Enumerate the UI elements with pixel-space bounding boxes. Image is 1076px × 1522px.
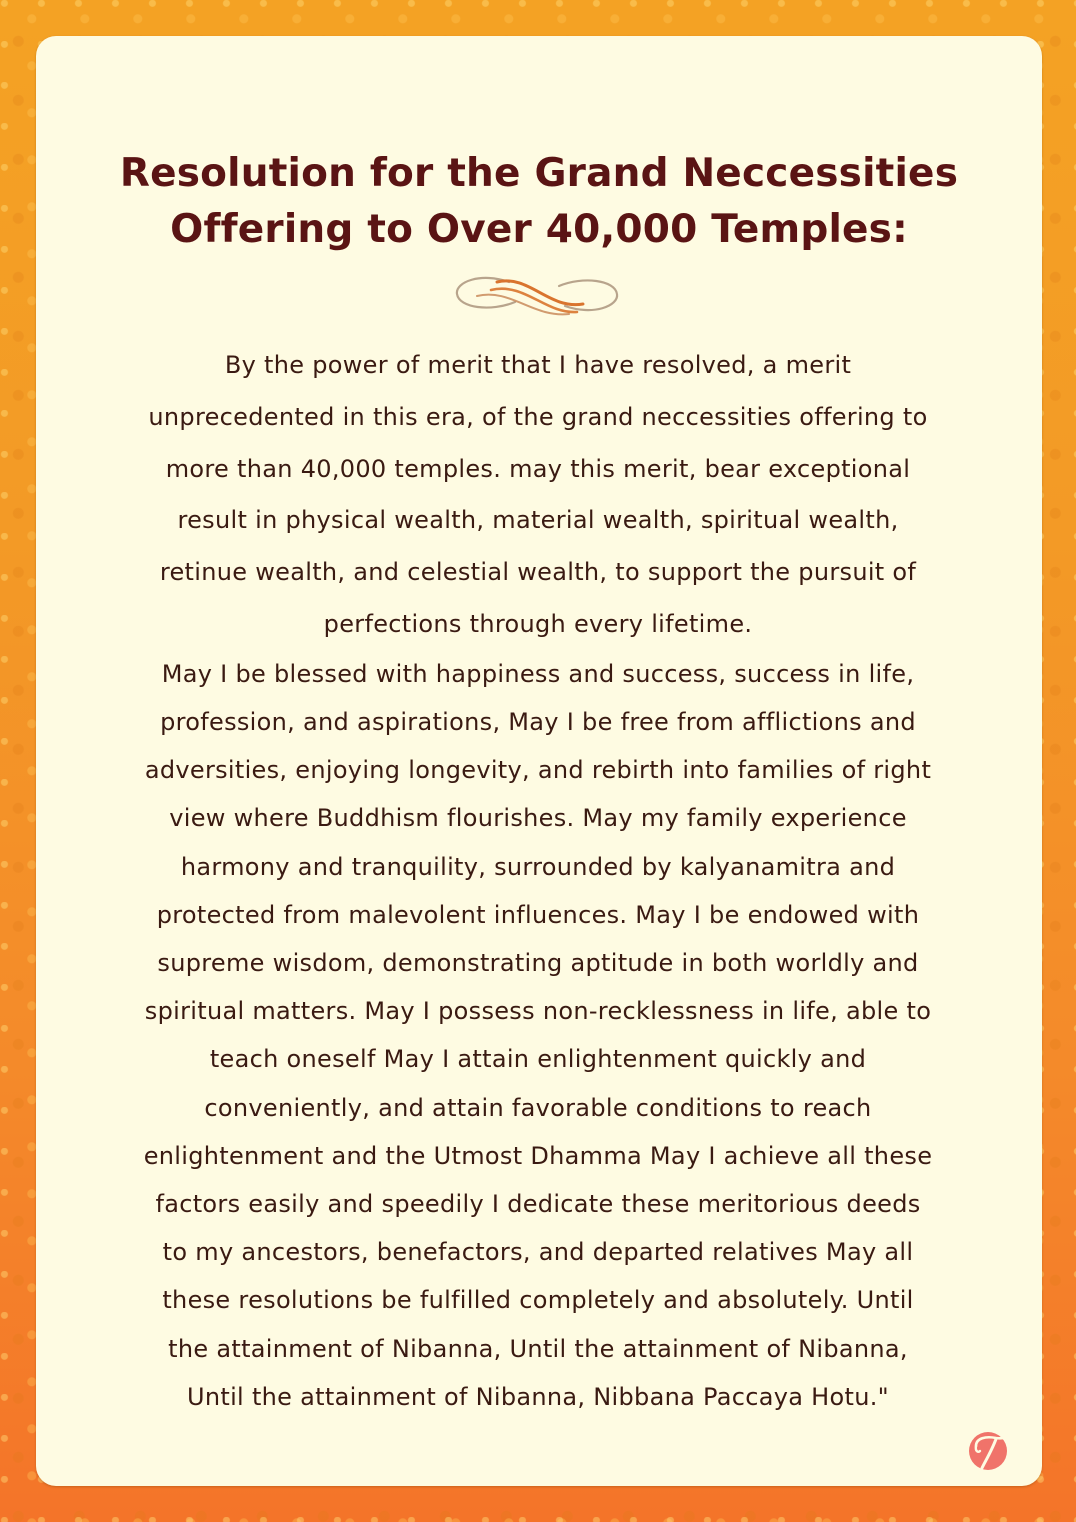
text-line: harmony and tranquility, surrounded by kalyanamitra and xyxy=(180,852,896,881)
text-line: result in physical wealth, material wealth, spiritual wealth, xyxy=(177,506,899,535)
text-line: factors easily and speedily I dedicate these meritorious deeds xyxy=(155,1190,921,1219)
text-line: protected from malevolent influences. May I be endowed with xyxy=(156,900,920,929)
text-line: enlightenment and the Utmost Dhamma May I achieve all these xyxy=(143,1141,933,1170)
text-line: conveniently, and attain favorable conditions to reach xyxy=(204,1093,872,1122)
title-line-2: Offering to Over 40,000 Temples: xyxy=(170,207,908,252)
text-line: May I be blessed with happiness and success, success in life, xyxy=(161,659,915,688)
text-line: By the power of merit that I have resolved, a merit xyxy=(224,351,852,379)
page-title xyxy=(36,146,1042,258)
text-line: these resolutions be fulfilled completely and absolutely. Until xyxy=(162,1286,914,1315)
text-line: Until the attainment of Nibanna, Nibbana Paccaya Hotu." xyxy=(187,1382,889,1411)
text-line: to my ancestors, benefactors, and departed relatives May all xyxy=(162,1238,914,1267)
text-line: spiritual matters. May I possess non-recklessness in life, able to xyxy=(144,997,932,1026)
text-line: retinue wealth, and celestial wealth, to support the pursuit of xyxy=(159,558,917,587)
text-line: adversities, enjoying longevity, and rebirth into families of right xyxy=(144,756,932,785)
text-line: teach oneself May I attain enlightenment quickly and xyxy=(209,1045,867,1074)
text-line: supreme wisdom, demonstrating aptitude in both worldly and xyxy=(157,949,919,977)
text-line: more than 40,000 temples. may this merit, bear exceptional xyxy=(165,454,911,483)
text-line: view where Buddhism flourishes. May my family experience xyxy=(169,804,907,833)
title-line-1: Resolution for the Grand Neccessities xyxy=(119,151,959,196)
resolution-card xyxy=(36,36,1042,1486)
paragraph-2 xyxy=(72,650,1004,1421)
text-line: perfections through every lifetime. xyxy=(323,609,753,638)
flourish-divider-icon xyxy=(451,268,623,320)
text-line: the attainment of Nibanna, Until the attainment of Nibanna, xyxy=(168,1334,908,1363)
text-line: unprecedented in this era, of the grand neccessities offering to xyxy=(148,402,928,431)
paragraph-1 xyxy=(72,340,1004,651)
brand-t-logo-icon xyxy=(966,1426,1014,1474)
resolution-text xyxy=(72,340,1004,1421)
text-line: profession, and aspirations, May I be free from afflictions and xyxy=(160,707,916,736)
